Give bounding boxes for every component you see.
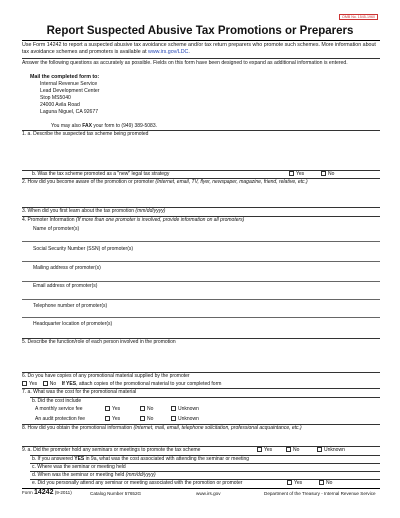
q1b-label: b. Was the tax scheme promoted as a "new" legal tax strategy xyxy=(32,171,170,177)
q3-label: 3. When did you first learn about the tax promotion (mm/dd/yyyy) xyxy=(22,208,166,214)
q8-label: 8. How did you obtain the promotional information (Internet, mail, email, telephone solicitation, professional acquaintance, etc.) xyxy=(22,425,302,431)
q2-field[interactable] xyxy=(22,186,380,205)
promoter-hq-label: Headquarter location of promoter(s) xyxy=(33,321,113,327)
q9b-label: b. If you answered YES in 9a, what was the cost associated with attending the seminar or meeting xyxy=(32,456,250,462)
ldc-link[interactable]: www.irs.gov/LDC xyxy=(148,48,189,55)
fax-line: You may also FAX your form to (949) 389-5083. xyxy=(51,123,158,129)
audit-fee-no[interactable]: No xyxy=(140,416,153,422)
monthly-fee-yes[interactable]: Yes xyxy=(105,406,120,412)
q7a-label: 7. a. What was the cost for the promotional material xyxy=(22,389,137,395)
promoter-email-label: Email address of promoter(s) xyxy=(33,283,98,289)
q9a-no[interactable]: No xyxy=(286,447,299,453)
divider xyxy=(22,40,380,41)
q7b-label: b. Did the cost include xyxy=(32,398,82,404)
divider xyxy=(30,397,380,398)
omb-number: OMB No. 1545-1960 xyxy=(339,14,378,20)
q6-answers: Yes No If YES, attach copies of the promotional material to your completed form xyxy=(22,381,221,387)
monthly-fee-label: A monthly service fee xyxy=(35,406,83,412)
promoter-ssn-field[interactable] xyxy=(22,261,380,262)
q9a-unknown[interactable]: Unknown xyxy=(317,447,345,453)
mail-heading: Mail the completed form to: xyxy=(30,74,100,80)
form-title: Report Suspected Abusive Tax Promotions or Preparers xyxy=(46,25,354,37)
promoter-phone-field[interactable] xyxy=(22,317,380,318)
instructions-text: Answer the following questions as accurately as possible. Fields on this form have been designed to expand as additional information is entered. xyxy=(22,60,348,66)
monthly-fee-no[interactable]: No xyxy=(140,406,153,412)
checkbox[interactable] xyxy=(105,416,110,421)
q5-field[interactable] xyxy=(22,346,380,370)
q9c-label: c. Where was the seminar or meeting held xyxy=(32,464,126,470)
q1a-label: 1. a. Describe the suspected tax scheme being promoted xyxy=(22,131,149,137)
checkbox[interactable] xyxy=(289,171,294,176)
q1b-yes[interactable]: Yes xyxy=(289,171,304,177)
promoter-address-field[interactable] xyxy=(22,281,380,282)
catalog-number: Catalog Number 57652G xyxy=(90,491,142,496)
q9e-no[interactable]: No xyxy=(319,480,332,486)
checkbox[interactable] xyxy=(22,381,27,386)
department-name: Department of the Treasury - Internal Revenue Service xyxy=(264,491,376,496)
checkbox[interactable] xyxy=(140,416,145,421)
intro-text: Use Form 14242 to report a suspected abusive tax avoidance scheme and/or tax return preparers who promote such schemes. More information about tax avoidance schemes and promoters is available at www.irs.gov/LDC. xyxy=(22,42,376,55)
promoter-email-field[interactable] xyxy=(22,299,380,300)
q8-field[interactable] xyxy=(22,432,380,445)
monthly-fee-unknown[interactable]: Unknown xyxy=(171,406,199,412)
promoter-phone-label: Telephone number of promoter(s) xyxy=(33,303,108,309)
checkbox[interactable] xyxy=(321,171,326,176)
q6-label: 6. Do you have copies of any promotional material supplied by the promoter xyxy=(22,373,190,379)
form-footer-id: Form 14242 (9-2011) xyxy=(22,489,72,496)
q9d-label: d. When was the seminar or meeting held (mm/dd/yyyy) xyxy=(32,472,156,478)
q6-yes[interactable]: Yes xyxy=(22,381,37,387)
checkbox[interactable] xyxy=(319,480,324,485)
audit-fee-yes[interactable]: Yes xyxy=(105,416,120,422)
mail-address: Internal Revenue Service Lead Development Center Stop MS5040 24000 Avila Road Laguna Niguel, CA 92677 xyxy=(40,81,100,115)
q9a-label: 9. a. Did the promoter hold any seminars or meetings to promote the tax scheme xyxy=(22,447,201,453)
q9a-yes[interactable]: Yes xyxy=(257,447,272,453)
checkbox[interactable] xyxy=(140,406,145,411)
audit-fee-label: An audit protection fee xyxy=(35,416,86,422)
checkbox[interactable] xyxy=(171,416,176,421)
q5-label: 5. Describe the function/role of each person involved in the promotion xyxy=(22,339,176,345)
promoter-name-label: Name of promoter(s) xyxy=(33,226,80,232)
q1b-no[interactable]: No xyxy=(321,171,334,177)
q9e-label: e. Did you personally attend any seminar or meeting associated with the promotion or promoter xyxy=(32,480,243,486)
promoter-ssn-label: Social Security Number (SSN) of promoter(s) xyxy=(33,246,134,252)
divider xyxy=(22,58,380,59)
promoter-address-label: Mailing address of promoter(s) xyxy=(33,265,101,271)
divider xyxy=(22,488,380,489)
checkbox[interactable] xyxy=(43,381,48,386)
q1a-field[interactable] xyxy=(22,138,380,168)
checkbox[interactable] xyxy=(317,447,322,452)
checkbox[interactable] xyxy=(287,480,292,485)
promoter-name-field[interactable] xyxy=(22,241,380,242)
checkbox[interactable] xyxy=(105,406,110,411)
audit-fee-unknown[interactable]: Unknown xyxy=(171,416,199,422)
q6-no[interactable]: No xyxy=(43,381,56,387)
q9e-yes[interactable]: Yes xyxy=(287,480,302,486)
checkbox[interactable] xyxy=(171,406,176,411)
irs-website: www.irs.gov xyxy=(196,491,221,496)
checkbox[interactable] xyxy=(286,447,291,452)
checkbox[interactable] xyxy=(257,447,262,452)
q2-label: 2. How did you become aware of the promotion or promoter (Internet, email, TV, flyer, newspaper, magazine, friend, relative, etc.) xyxy=(22,179,308,185)
q4-label: 4. Promoter Information (If more than one promoter is involved, provide information on all promoters) xyxy=(22,217,245,223)
